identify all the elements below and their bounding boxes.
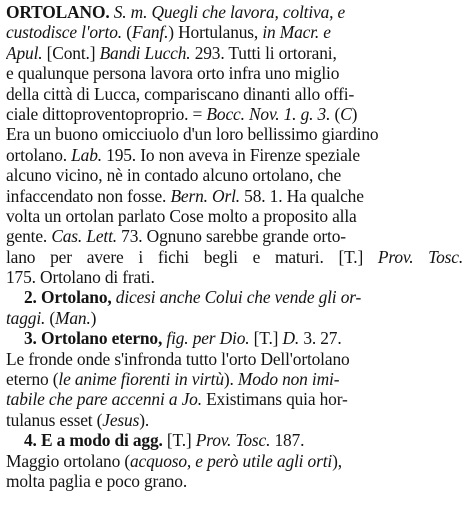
text-run: ) Hortulanus, <box>168 22 263 43</box>
italic-text: le anime fiorenti in virtù <box>58 369 224 390</box>
text-line <box>6 84 463 104</box>
text-line <box>6 287 463 307</box>
italic-text: C <box>340 103 352 124</box>
text-run: 3. 27. <box>299 328 342 349</box>
text-run: ( <box>330 103 341 124</box>
text-run: Era un buono omicciuolo d'un loro bellissimo giardino <box>6 124 379 145</box>
text-run: alcuno vicino, nè in contado alcuno ortolano, che <box>6 165 342 186</box>
text-line <box>6 22 463 42</box>
italic-text: Bandi Lucch. <box>99 42 191 63</box>
text-run: ), <box>332 450 342 471</box>
italic-text: S. m. Quegli che lavora, coltiva, e <box>109 2 346 22</box>
headword: 4. E a modo di agg. <box>24 430 163 451</box>
text-run: 187. <box>270 430 305 451</box>
italic-text: Lab. <box>71 144 102 165</box>
text-line <box>6 124 463 144</box>
text-run: e qualunque persona lavora orto infra uno miglio <box>6 63 340 84</box>
text-run: 73. Ognuno sarebbe grande orto- <box>116 226 346 247</box>
text-run: ( <box>126 22 132 43</box>
text-line <box>6 206 463 226</box>
italic-text: Modo non imi- <box>237 369 340 390</box>
italic-text: taggi. <box>6 307 46 328</box>
text-line <box>6 328 463 348</box>
text-line <box>6 63 463 83</box>
text-run: Le fronde onde s'infronda tutto l'orto Dell'ortolano <box>6 348 350 369</box>
text-run: gente. <box>6 226 52 247</box>
italic-text: Prov. Tosc. <box>195 430 271 451</box>
text-line <box>6 43 463 63</box>
entry-ortolano <box>6 2 463 491</box>
text-run: 195. Io non aveva in Firenze speziale <box>101 144 360 165</box>
text-run: ) <box>351 103 358 124</box>
italic-text: Cas. Lett. <box>51 226 117 247</box>
text-run: 58. 1. Ha qualche <box>239 185 364 206</box>
text-line <box>6 104 463 124</box>
text-run: molta paglia e poco grano. <box>6 470 188 491</box>
text-run: Maggio ortolano ( <box>6 450 130 471</box>
text-run: ciale dittoproventoproprio. = <box>6 103 207 124</box>
text-line <box>6 247 463 267</box>
italic-text: Bocc. Nov. 1. g. 3. <box>206 103 331 124</box>
headword: 2. Ortolano, <box>24 287 112 308</box>
italic-text: in Macr. e <box>262 22 331 43</box>
text-run: ). <box>139 409 150 430</box>
italic-text: Prov. Tosc. <box>377 246 463 267</box>
text-run: Existimans quia hor- <box>201 389 348 410</box>
italic-text: fig. per Dio. <box>162 328 250 349</box>
text-line <box>6 349 463 369</box>
text-run: ortolano. <box>6 144 72 165</box>
italic-text: custodisce l'orto. <box>6 22 127 43</box>
text-run: ). <box>223 369 238 390</box>
headword: 3. Ortolano eterno, <box>24 328 163 349</box>
text-run: ( <box>45 307 56 328</box>
text-line <box>6 186 463 206</box>
text-run: 175. Ortolano di frati. <box>6 267 155 288</box>
text-line <box>6 165 463 185</box>
italic-text: Jesus <box>102 409 140 430</box>
text-run: ) <box>90 307 97 328</box>
headword: ORTOLANO. <box>6 2 110 22</box>
text-run: eterno ( <box>6 369 59 390</box>
italic-text: D. <box>282 328 300 349</box>
italic-text: Fanf. <box>131 22 169 43</box>
text-line <box>6 389 463 409</box>
text-run: volta un ortolan parlato Cose molto a proposito alla <box>6 205 357 226</box>
italic-text: Bern. Orl. <box>170 185 240 206</box>
text-run: della città di Lucca, compariscano dinanti allo offi- <box>6 83 355 104</box>
text-run: infaccendato non fosse. <box>6 185 171 206</box>
text-line <box>6 451 463 471</box>
text-run: tulanus esset ( <box>6 409 103 430</box>
italic-text: tabile che pare accenni a Jo. <box>6 389 202 410</box>
text-line <box>6 308 463 328</box>
italic-text: Man. <box>55 307 91 328</box>
text-line <box>6 471 463 491</box>
text-line <box>6 2 463 22</box>
text-line <box>6 145 463 165</box>
italic-text: acquoso, e però utile agli orti <box>130 450 333 471</box>
text-line <box>6 410 463 430</box>
text-run: 293. Tutti li ortorani, <box>190 42 337 63</box>
text-line <box>6 369 463 389</box>
text-line <box>6 226 463 246</box>
text-line <box>6 430 463 450</box>
text-run: [T.] <box>162 430 196 451</box>
text-run: [T.] <box>249 328 283 349</box>
text-run: [Cont.] <box>42 42 100 63</box>
text-run: lano per avere i fichi begli e maturi. [T.] <box>6 246 378 267</box>
italic-text: Apul. <box>6 42 43 63</box>
text-line <box>6 267 463 287</box>
italic-text: dicesi anche Colui che vende gli or- <box>111 287 362 308</box>
